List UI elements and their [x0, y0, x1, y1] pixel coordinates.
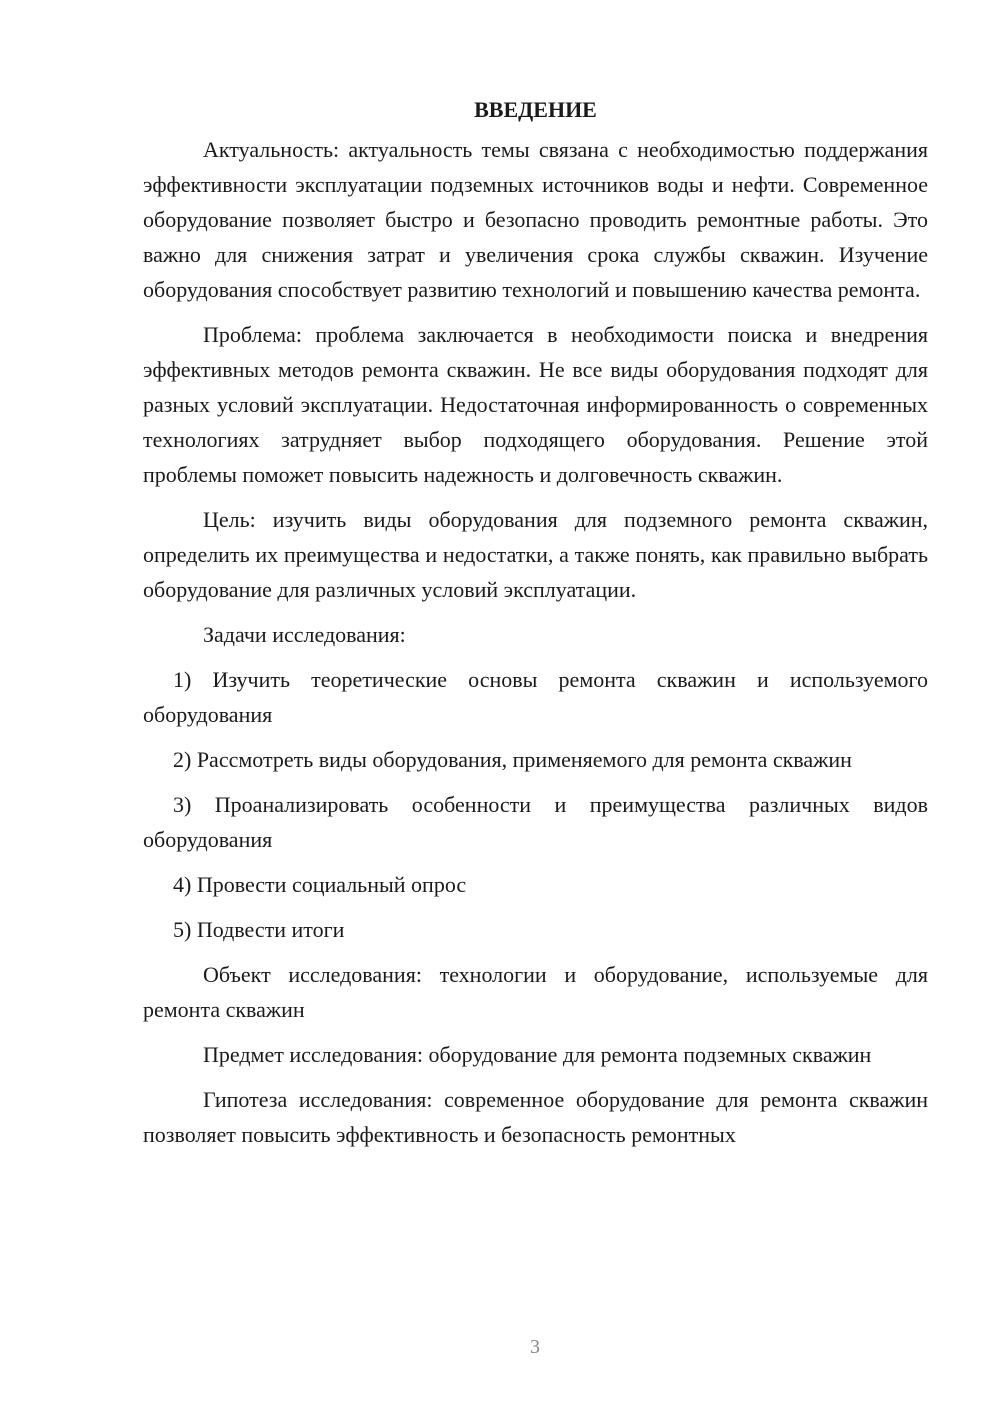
paragraph-hypothesis: Гипотеза исследования: современное оборудование для ремонта скважин позволяет повысить эффективность и безопасность ремонтных	[143, 1087, 928, 1147]
paragraph-object: Объект исследования: технологии и оборудование, используемые для ремонта скважин	[143, 962, 928, 1022]
document-title: ВВЕДЕНИЕ	[474, 97, 597, 122]
task-item-5: 5) Подвести итоги	[173, 917, 345, 942]
document-page	[143, 92, 928, 1152]
task-item-3: 3) Проанализировать особенности и преимущества различных видов оборудования	[143, 792, 928, 852]
task-item-2: 2) Рассмотреть виды оборудования, применяемого для ремонта скважин	[173, 747, 852, 772]
paragraph-subject: Предмет исследования: оборудование для ремонта подземных скважин	[203, 1042, 872, 1067]
paragraph-goal: Цель: изучить виды оборудования для подземного ремонта скважин, определить их преимущества и недостатки, а также понять, как правильно выбрать оборудование для различных условий эксплуатации.	[143, 507, 928, 602]
task-item-4: 4) Провести социальный опрос	[173, 872, 467, 897]
task-item-1: 1) Изучить теоретические основы ремонта скважин и используемого оборудования	[143, 667, 928, 727]
page-number: 3	[530, 1336, 540, 1358]
paragraph-problem: Проблема: проблема заключается в необходимости поиска и внедрения эффективных методов ремонта скважин. Не все виды оборудования подходят для разных условий эксплуатации. Недостаточная информированность о современных технологиях затрудняет выбор подходящего оборудования. Решение этой проблемы поможет повысить надежность и долговечность скважин.	[143, 322, 928, 487]
tasks-heading: Задачи исследования:	[203, 622, 406, 647]
paragraph-relevance: Актуальность: актуальность темы связана с необходимостью поддержания эффективности эксплуатации подземных источников воды и нефти. Современное оборудование позволяет быстро и безопасно проводить ремонтные работы. Это важно для снижения затрат и увеличения срока службы скважин. Изучение оборудования способствует развитию технологий и повышению качества ремонта.	[143, 137, 928, 302]
